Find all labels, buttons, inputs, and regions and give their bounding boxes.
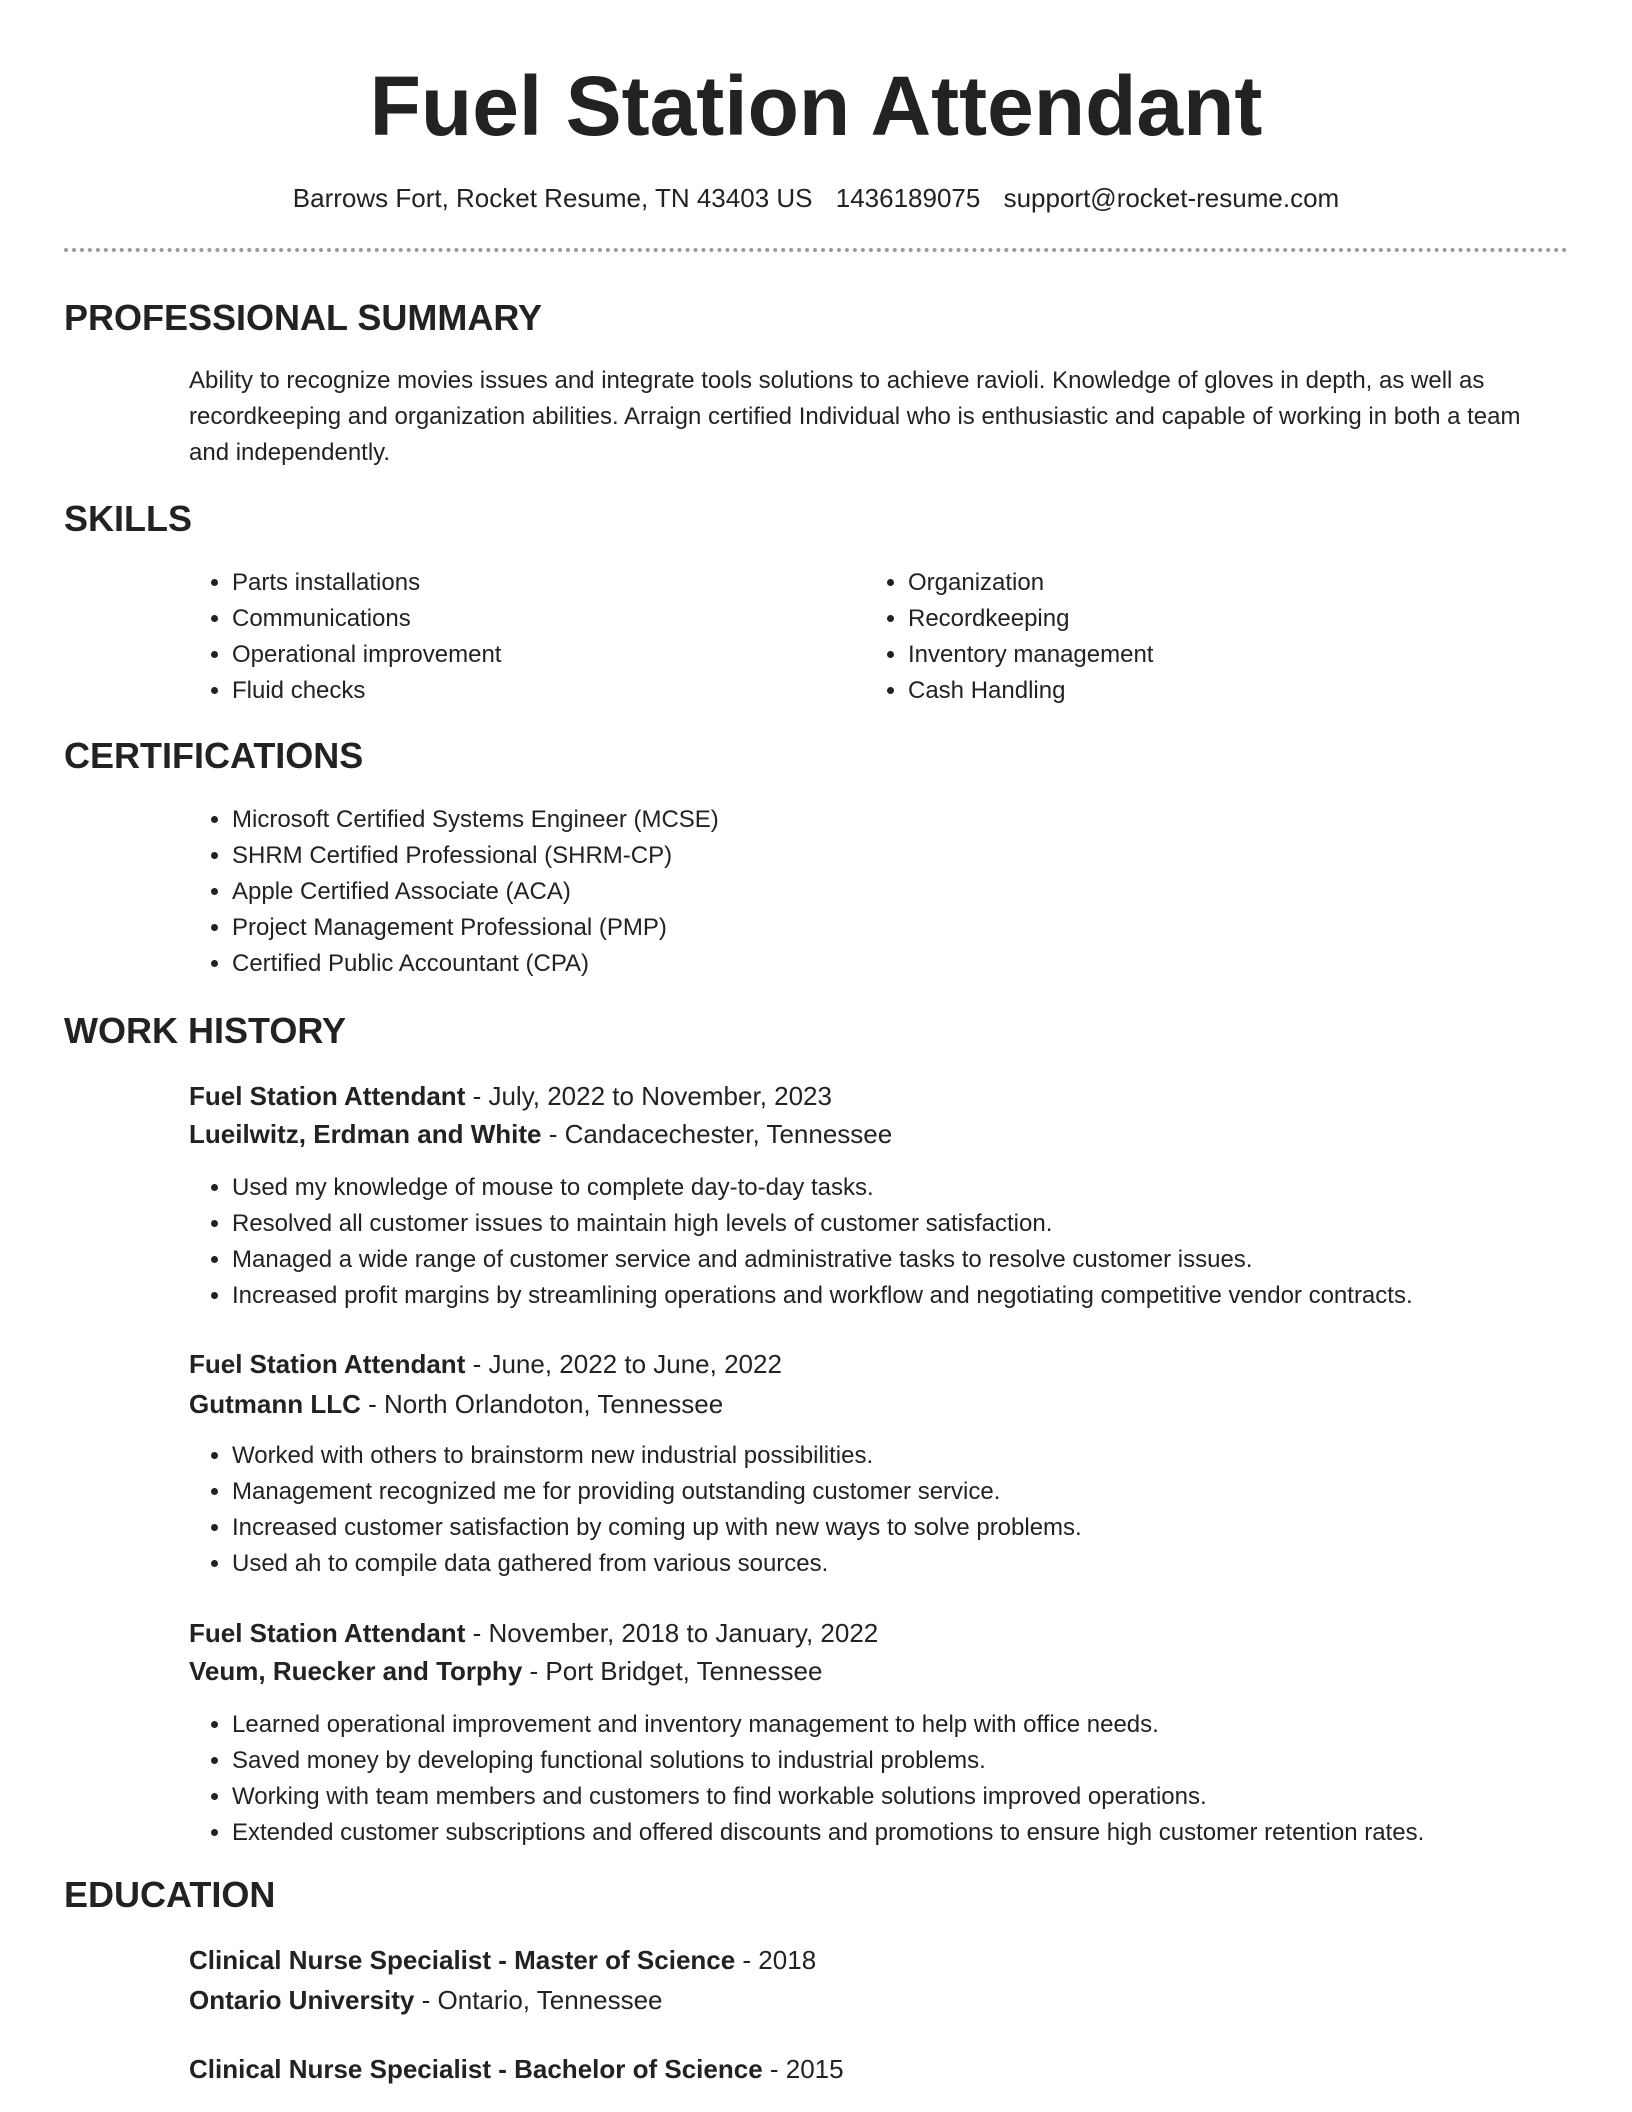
- job-bullet: • Extended customer subscriptions and offered discounts and promotions to ensure high customer retention rates.: [232, 1815, 1612, 1851]
- certifications-list: [189, 802, 1532, 982]
- education-degree: Clinical Nurse Specialist - Master of Science: [189, 1945, 736, 1975]
- job-company-line: [189, 1384, 723, 1424]
- skills-list-left: [189, 565, 832, 709]
- job-bullets: [189, 1707, 1612, 1851]
- job-dates: - July, 2022 to November, 2023: [465, 1081, 832, 1111]
- education-degree-line: [189, 1940, 816, 1980]
- job-company-line: [189, 1114, 892, 1154]
- job-title-line: [189, 1613, 878, 1653]
- education-school: Ontario University: [189, 1985, 415, 2015]
- education-year: - 2018: [735, 1945, 817, 1975]
- job-bullet: • Used ah to compile data gathered from various sources.: [232, 1546, 1612, 1582]
- contact-line: [64, 180, 1568, 216]
- education-heading: EDUCATION: [64, 1874, 276, 1915]
- skill-item: • Communications: [232, 601, 832, 637]
- job-company: Veum, Ruecker and Torphy: [189, 1656, 523, 1686]
- job-role: Fuel Station Attendant: [189, 1081, 466, 1111]
- certification-item: • Certified Public Accountant (CPA): [232, 946, 1532, 982]
- skill-item: • Organization: [908, 565, 1508, 601]
- skill-item: • Operational improvement: [232, 637, 832, 673]
- skills-heading: SKILLS: [64, 498, 193, 539]
- skill-item: • Inventory management: [908, 637, 1508, 673]
- job-company-line: [189, 1651, 822, 1691]
- education-degree: Clinical Nurse Specialist - Bachelor of Science: [189, 2054, 763, 2084]
- summary-heading: PROFESSIONAL SUMMARY: [64, 297, 543, 338]
- skills-list-right: [865, 565, 1508, 709]
- education-year: - 2015: [762, 2054, 844, 2084]
- skill-item: • Recordkeeping: [908, 601, 1508, 637]
- job-dates: - November, 2018 to January, 2022: [465, 1618, 879, 1648]
- job-title-line: [189, 1076, 832, 1116]
- job-location: - Port Bridget, Tennessee: [522, 1656, 823, 1686]
- certification-item: • Apple Certified Associate (ACA): [232, 874, 1532, 910]
- contact-phone: 1436189075: [835, 183, 981, 213]
- job-bullet: • Increased customer satisfaction by coming up with new ways to solve problems.: [232, 1510, 1612, 1546]
- job-location: - North Orlandoton, Tennessee: [360, 1389, 724, 1419]
- job-bullet: • Used my knowledge of mouse to complete day-to-day tasks.: [232, 1170, 1612, 1206]
- job-role: Fuel Station Attendant: [189, 1618, 466, 1648]
- job-bullet: • Managed a wide range of customer service and administrative tasks to resolve customer issues.: [232, 1242, 1612, 1278]
- job-bullet: • Saved money by developing functional solutions to industrial problems.: [232, 1743, 1612, 1779]
- education-school-line: [189, 1980, 663, 2020]
- contact-email: support@rocket-resume.com: [1003, 183, 1340, 213]
- summary-text: Ability to recognize movies issues and integrate tools solutions to achieve ravioli. Knowledge of gloves in depth, as well as recordkeeping and organization abilities. Arraign certified Individual who is enthusiastic and capable of working in both a team and independently.: [189, 367, 1521, 466]
- job-bullets: [189, 1170, 1612, 1314]
- resume-name: Fuel Station Attendant: [369, 59, 1263, 153]
- job-company: Lueilwitz, Erdman and White: [189, 1119, 542, 1149]
- skill-item: • Fluid checks: [232, 673, 832, 709]
- job-dates: - June, 2022 to June, 2022: [465, 1349, 782, 1379]
- job-bullet: • Resolved all customer issues to maintain high levels of customer satisfaction.: [232, 1206, 1612, 1242]
- job-location: - Candacechester, Tennessee: [541, 1119, 893, 1149]
- skill-item: • Parts installations: [232, 565, 832, 601]
- job-title-line: [189, 1344, 782, 1384]
- job-bullet: • Increased profit margins by streamlining operations and workflow and negotiating competitive vendor contracts.: [232, 1278, 1612, 1314]
- certification-item: • SHRM Certified Professional (SHRM-CP): [232, 838, 1532, 874]
- education-location: - Ontario, Tennessee: [414, 1985, 663, 2015]
- job-bullet: • Worked with others to brainstorm new industrial possibilities.: [232, 1438, 1612, 1474]
- certifications-heading: CERTIFICATIONS: [64, 735, 364, 776]
- education-degree-line: [189, 2049, 844, 2089]
- certification-item: • Microsoft Certified Systems Engineer (MCSE): [232, 802, 1532, 838]
- job-role: Fuel Station Attendant: [189, 1349, 466, 1379]
- job-bullet: • Working with team members and customers to find workable solutions improved operations.: [232, 1779, 1612, 1815]
- job-company: Gutmann LLC: [189, 1389, 361, 1419]
- contact-address: Barrows Fort, Rocket Resume, TN 43403 US: [292, 183, 813, 213]
- job-bullet: • Management recognized me for providing outstanding customer service.: [232, 1474, 1612, 1510]
- work-heading: WORK HISTORY: [64, 1010, 347, 1051]
- job-bullet: • Learned operational improvement and inventory management to help with office needs.: [232, 1707, 1612, 1743]
- certification-item: • Project Management Professional (PMP): [232, 910, 1532, 946]
- header-divider: [64, 248, 1568, 252]
- job-bullets: [189, 1438, 1612, 1582]
- skill-item: • Cash Handling: [908, 673, 1508, 709]
